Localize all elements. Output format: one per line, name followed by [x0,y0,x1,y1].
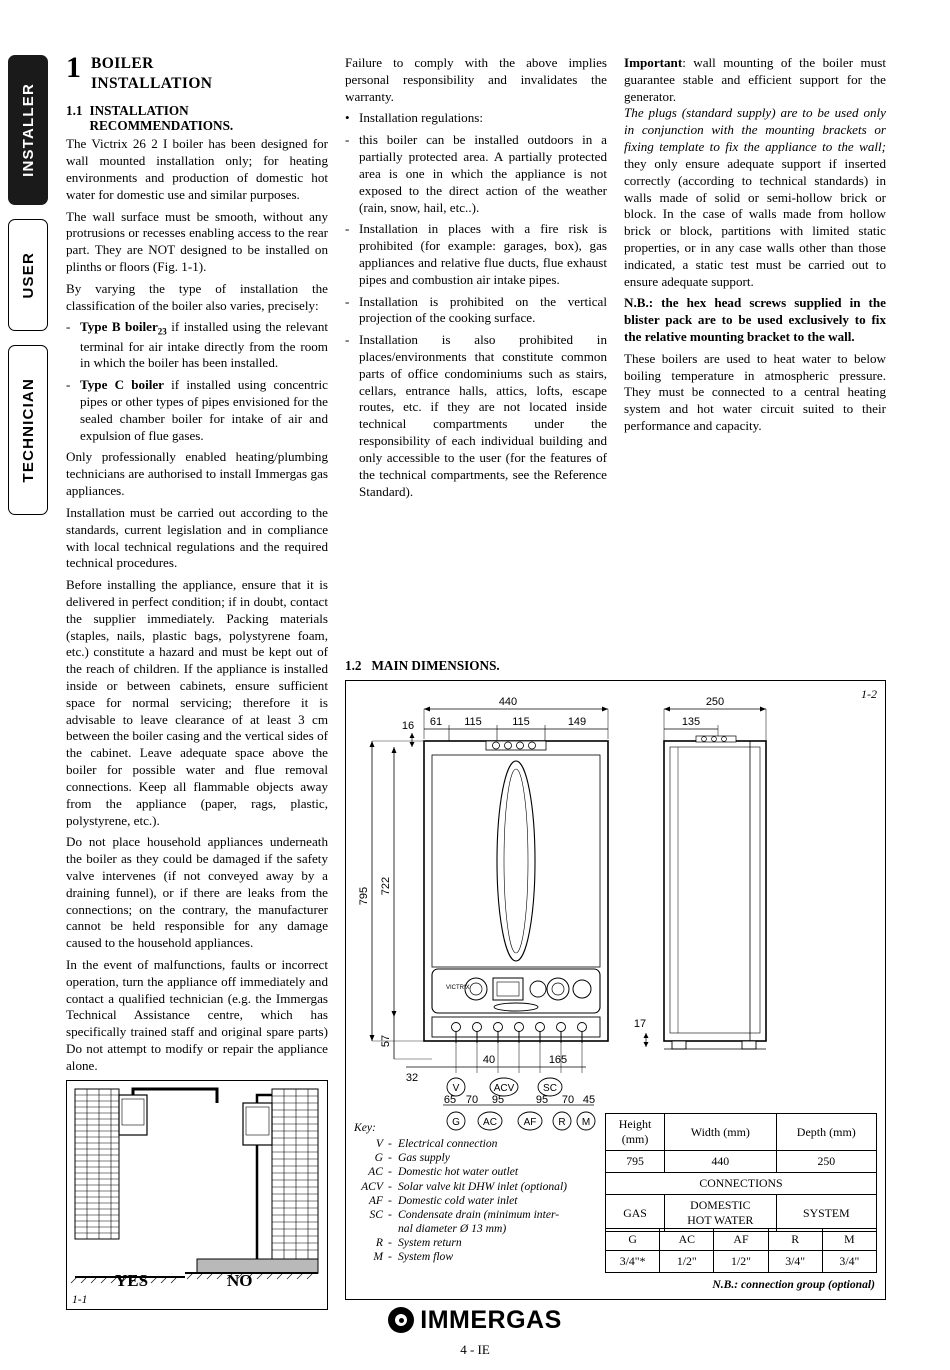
code-g: G [606,1229,660,1251]
header-depth: Depth (mm) [776,1114,876,1151]
col2-dash-item-1: - this boiler can be installed outdoors in a partially protected area. A partially protected area is one in which the appliance is not exposed to the direct action of the weather (rain, snow, hail, etc..). [345,132,607,215]
col1-para-7: Do not place household appliances underneath the boiler as they could be damaged if the safety valve intervenes (if not conveyed away by a draining funnel), or if there are leaks from the connections; on the contrary, the manufacturer cannot be held responsible for any damage caused to the household appliances. [66,834,328,951]
connection-group-note: N.B.: connection group (optional) [712,1278,875,1291]
chapter-title-line2: INSTALLATION [91,74,213,92]
type-c-boiler-label: Type C boiler [80,377,164,393]
value-height: 795 [606,1151,665,1173]
key-desc: Condensate drain (minimum inter- [398,1207,560,1221]
chapter-title-line1: BOILER [91,55,154,72]
code-m: M [822,1229,876,1251]
col1-para-2: The wall surface must be smooth, without any protrusions or recesses enabling access to the rear part. They are NOT designed to be installed on plinths or floors (Fig. 1-1). [66,208,328,274]
col1-para-6: Before installing the appliance, ensure that it is delivered in perfect condition; if in doubt, contact the supplier immediately. Packing materials (staples, nails, plastic bags, polystyrene foam, etc.) constitute a hazard and must be kept out of the reach of children. If the appliance is installed inside or between cabinets, ensure sufficient space for normal servicing; therefore it is advisable to leave clearance of at least 3 cm between the boiler casing and the vertical sides of the cabinet. Leave adequate space above the boiler for possible water and flue removal connections. Keep all flammable objects away from the appliance (paper, rags, plastic, polystyrene, etc.). [66,577,328,828]
col1-para-8: In the event of malfunctions, faults or incorrect operation, turn the appliance off immediately and contact a qualified technician (e.g. the Immergas Technical Assistance centre, which has specifically trained staff and original spare parts) Do not attempt to modify or repair the appliance alone. [66,957,328,1073]
svg-text:AC: AC [483,1117,497,1128]
svg-text:70: 70 [465,1094,479,1106]
key-code: M [373,1250,383,1264]
type-b-boiler-label: Type B boiler [80,319,158,335]
section-1-1-title-line1: INSTALLATION [89,102,189,118]
col3-plugs-italic: The plugs (standard supply) are to be used only in conjunction with the mounting brackets or fixing template to fix the appliance to the wall; [624,105,886,155]
key-item: AC - Domestic hot water outlet [354,1165,599,1179]
key-code: AC [368,1165,383,1179]
svg-text:AF: AF [523,1117,537,1128]
section-1-2-title: MAIN DIMENSIONS. [371,658,500,673]
section-1-1-heading [66,103,328,135]
key-item: AF - Domestic cold water inlet [354,1194,599,1208]
section-1-2-number: 1.2 [345,658,362,673]
key-item: ACV - Solar valve kit DHW inlet (optional) [354,1180,599,1194]
column-two [345,55,607,500]
code-ac: AC [660,1229,714,1251]
group-dhw-line1: DOMESTIC [690,1198,751,1212]
svg-text:45: 45 [582,1094,596,1106]
size-af: 1/2" [714,1251,768,1273]
side-tab-strip [8,55,50,529]
side-tab-user-label: USER [19,251,37,299]
key-item: V - Electrical connection [354,1137,599,1151]
table-row-sizes [606,1251,877,1273]
key-item: G - Gas supply [354,1151,599,1165]
svg-text:SC: SC [543,1083,557,1094]
key-desc: Solar valve kit DHW inlet (optional) [398,1179,568,1193]
code-af: AF [714,1229,768,1251]
size-ac: 1/2" [660,1251,714,1273]
figure-1-1 [66,1080,328,1310]
code-r: R [768,1229,822,1251]
value-depth: 250 [776,1151,876,1173]
type-b-boiler-text: if installed using the relevant terminal for air intake directly from the room in which the boiler has been installed. [80,319,328,371]
key-code: ACV [361,1179,383,1193]
col1-para-1: The Victrix 26 2 I boiler has been designed for wall mounted installation only; for heating environments and production of domestic hot water for domestic use and similar purposes. [66,136,328,202]
immergas-mark-icon [388,1307,414,1333]
brand-logo [388,1306,562,1335]
key-code: AF [368,1193,383,1207]
col3-para-4: These boilers are used to heat water to below boiling temperature in atmospheric pressure. They must be connected to a central heating system and hot water circuit suited to their performance and capacity. [624,350,886,434]
figure-1-1-yes-label: YES [115,1271,149,1290]
key-item: SC - Condensate drain (minimum inter- [354,1208,599,1222]
col3-para-2 [624,105,886,290]
col2-dash-item-3: - Installation is prohibited on the vertical projection of the cooking surface. [345,293,607,326]
svg-text:70: 70 [561,1094,575,1106]
value-width: 440 [665,1151,777,1173]
column-three [624,55,886,435]
col3-important-label: Important [624,55,683,70]
svg-text:250: 250 [705,696,725,708]
svg-text:65: 65 [443,1094,457,1106]
section-1-2-heading [345,658,500,674]
svg-text:17: 17 [633,1018,647,1030]
side-tab-technician-label: TECHNICIAN [19,377,37,483]
col1-dash-item-2: - Type C boiler if installed using concentric pipes or other types of pipes envisioned for the sealed chamber boiler for intake of air and expulsion of flue gases. [66,377,328,443]
key-code: R [375,1236,383,1250]
col3-para-1 [624,55,886,105]
svg-text:722: 722 [380,876,392,896]
figure-1-2 [345,680,886,1300]
table-row-groups [606,1195,877,1232]
section-1-1-title-line2: RECOMMENDATIONS. [89,118,234,134]
side-tab-installer-label: INSTALLER [19,83,37,177]
svg-text:V: V [452,1083,460,1094]
dimensions-table [605,1113,877,1232]
col2-dash-text-1: this boiler can be installed outdoors in a partially protected area. A partially protected area is one in which the appliance is not exposed to the direct action of the weather (rain, snow, hail, etc..). [359,132,607,215]
col2-dash-item-2: - Installation in places with a fire risk is prohibited (for example: garages, box), gas appliances and relative flue ducts, flue exhaust pipes and combustion air intake pipes. [345,221,607,287]
table-row-codes [606,1229,877,1251]
figure-1-1-no-label: NO [227,1271,253,1290]
chapter-number: 1 [66,55,81,84]
type-c-boiler-text: if installed using concentric pipes or other types of pipes envisioned for the sealed chamber boiler for intake of air and expulsion of flue gases. [80,377,328,443]
col2-bullet-label: Installation regulations: [359,110,484,126]
group-system: SYSTEM [776,1195,876,1232]
header-width: Width (mm) [665,1114,777,1151]
table-row-values [606,1151,877,1173]
figure-1-2-key [354,1121,599,1264]
connection-codes-table [605,1228,877,1273]
key-code: SC [369,1207,383,1221]
size-r: 3/4" [768,1251,822,1273]
size-g: 3/4"* [606,1251,660,1273]
col2-para-1: Failure to comply with the above implies personal responsibility and invalidates the warranty. [345,55,607,104]
svg-text:16: 16 [401,720,415,732]
col3-para-2-text: they only ensure adequate support if inserted correctly (according to technical standards) in walls made of solid or semi-hollow brick or block. In the case of walls made from hollow brick or block, partitions with limited static properties, or in any case walls other than those indicated, a static test must be carried out to ensure adequate support. [624,155,886,289]
page-footer [0,1306,950,1359]
key-item: R - System return [354,1236,599,1250]
col2-dash-text-2: Installation in places with a fire risk is prohibited (for example: garages, box), gas appliances and relative flue ducts, flue exhaust pipes and combustion air intake pipes. [359,221,607,287]
svg-text:135: 135 [681,716,701,728]
key-desc: Domestic hot water outlet [398,1165,519,1179]
svg-text:95: 95 [535,1094,549,1106]
svg-text:32: 32 [405,1072,419,1084]
svg-text:61: 61 [429,716,443,728]
side-tab-user [8,219,48,331]
col1-para-3: By varying the type of installation the classification of the boiler also varies, precisely: [66,280,328,313]
key-code [354,1222,388,1236]
group-dhw-line2: HOT WATER [687,1213,754,1227]
col3-para-3 [624,295,886,345]
key-code: V [375,1137,383,1151]
size-m: 3/4" [822,1251,876,1273]
header-height [606,1114,665,1151]
figure-1-2-label: 1-2 [861,687,877,701]
svg-text:115: 115 [512,716,530,728]
col2-dash-text-3: Installation is prohibited on the vertical projection of the cooking surface. [359,293,607,326]
section-1-1-number: 1.1 [66,102,83,118]
key-desc: System return [398,1236,462,1250]
key-desc: nal diameter Ø 13 mm) [398,1221,507,1235]
table-row-headers [606,1114,877,1151]
svg-text:95: 95 [491,1094,505,1106]
svg-text:440: 440 [498,696,518,708]
key-code: G [374,1151,383,1165]
column-one [66,55,328,1075]
svg-text:R: R [558,1117,566,1128]
side-tab-installer [8,55,48,205]
header-height-line1: Height [618,1117,652,1131]
key-desc: Electrical connection [398,1137,498,1151]
svg-text:ACV: ACV [493,1083,515,1094]
brand-name: IMMERGAS [420,1305,562,1334]
col1-dash-item-1: - Type B boiler$_{23}$ if installed using the relevant terminal for air intake directly from the room in which the boiler has been installed. [66,319,328,371]
key-item-cont [354,1222,599,1236]
svg-text:165: 165 [548,1054,568,1066]
header-height-line2: (mm) [621,1132,649,1146]
type-b-boiler-sub: 23 [157,327,167,338]
svg-text:795: 795 [358,886,370,906]
key-item: M - System flow [354,1250,599,1264]
svg-text:115: 115 [464,716,482,728]
figure-1-1-drawing [67,1081,327,1309]
svg-text:G: G [452,1117,460,1128]
table-row-connections-title [606,1173,877,1195]
col3-nb-note: N.B.: the hex head screws supplied in the blister pack are to be used exclusively to fix the relative mounting bracket to the wall. [624,295,886,344]
key-desc: Gas supply [398,1151,450,1165]
col2-dash-item-4: - Installation is also prohibited in places/environments that constitute common parts of office condominiums such as stairs, cellars, entrance halls, attics, lofts, escape routes, etc. if they are not located inside technical compartments under the responsibility of each individual building and only accessible to the user (for the features of the technical compartments, see the Reference Standard). [345,332,607,499]
group-gas: GAS [606,1195,665,1232]
figure-1-1-label: 1-1 [72,1294,88,1306]
col3-para-1-text: : wall mounting of the boiler must guarantee stable and efficient support for the generator. [624,55,886,104]
svg-text:40: 40 [482,1054,496,1066]
connections-title: CONNECTIONS [606,1173,877,1195]
col1-para-5: Installation must be carried out according to the standards, current legislation and in compliance with local technical regulations and the required technical procedures. [66,504,328,571]
key-title: Key: [354,1121,376,1134]
side-tab-technician [8,345,48,515]
page-number: 4 - IE [460,1342,490,1357]
svg-text:149: 149 [567,716,587,728]
svg-text:57: 57 [380,1034,392,1048]
key-desc: Domestic cold water inlet [398,1193,518,1207]
key-desc: System flow [398,1250,454,1264]
col1-para-4: Only professionally enabled heating/plumbing technicians are authorised to install Immergas gas appliances. [66,449,328,499]
group-dhw [665,1195,777,1232]
col2-dash-text-4: Installation is also prohibited in places/environments that constitute common parts of office condominiums such as stairs, cellars, entrance halls, attics, lofts, escape routes, etc. if they are not located inside technical compartments under the responsibility of each individual building and only accessible to the user (for the features of the technical compartments, see the Reference Standard). [359,332,607,499]
svg-text:VICTRIX: VICTRIX [446,985,470,991]
svg-text:M: M [581,1117,591,1128]
col2-bullet-installation-regulations: • Installation regulations: [345,110,607,127]
